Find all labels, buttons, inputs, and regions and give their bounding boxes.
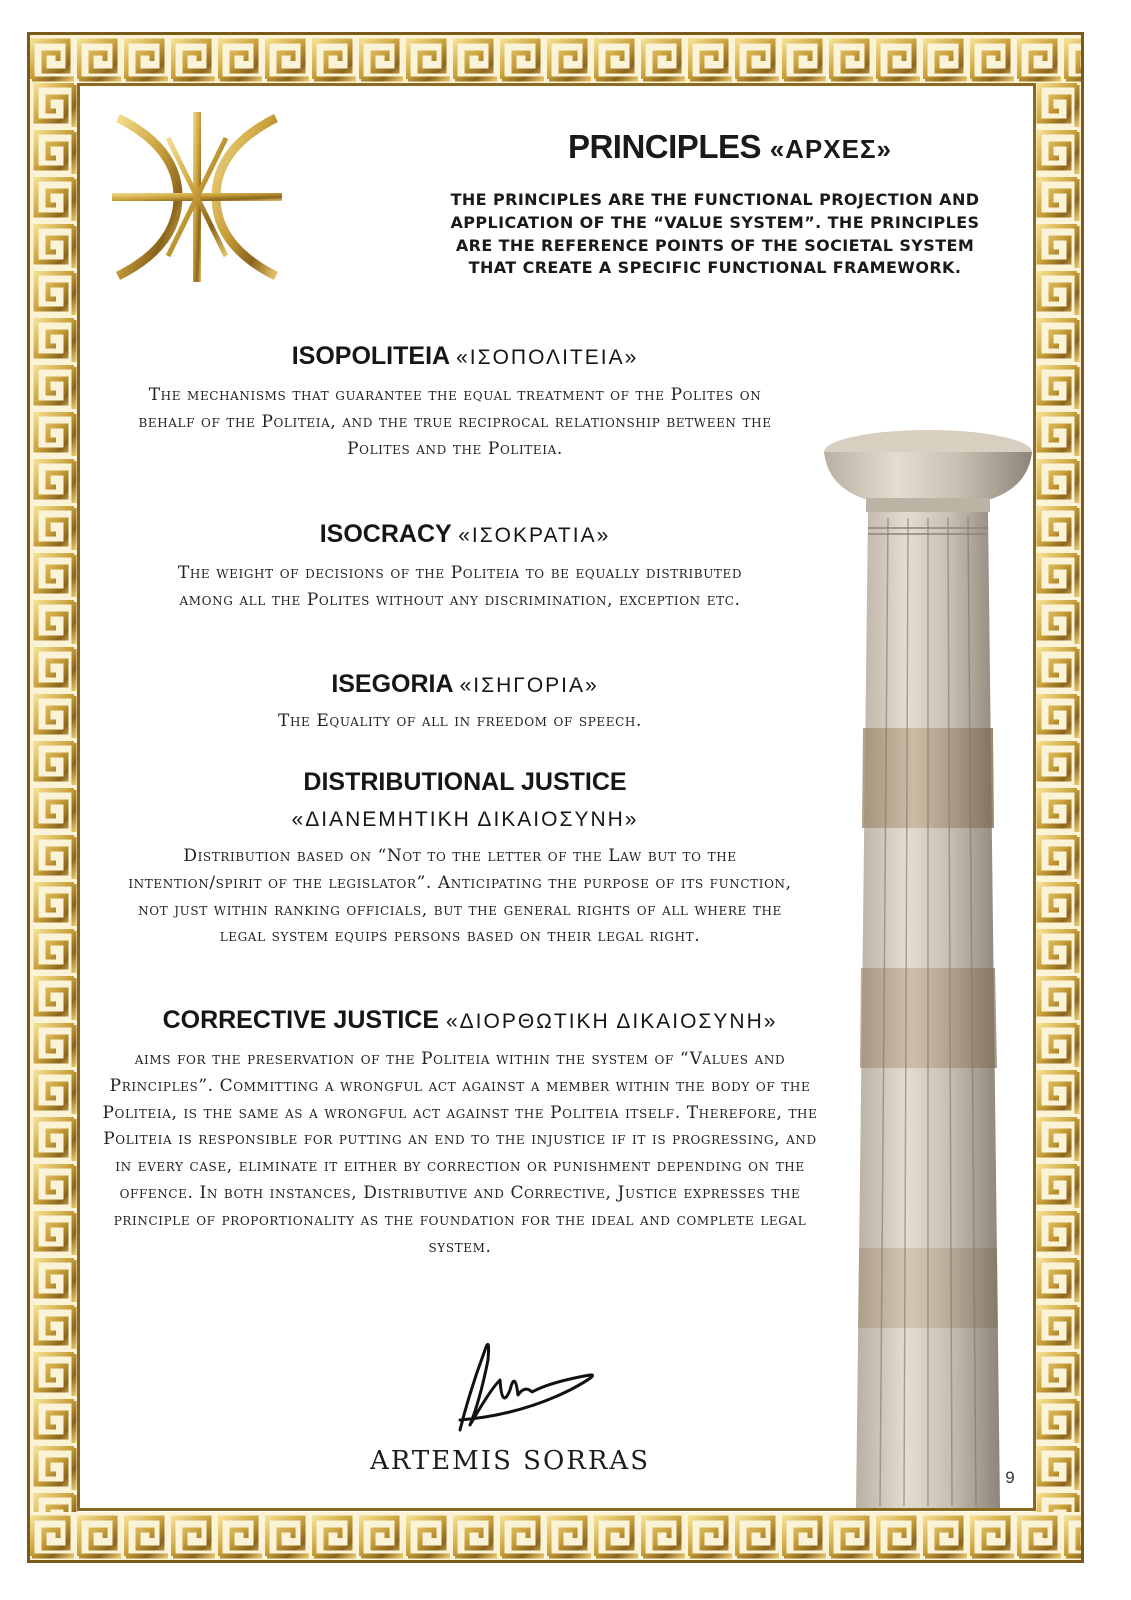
section-body: The mechanisms that guarantee the equal treatment of the Polites on behalf of the Politeia, and the true reciprocal relationship between the Polites and the Politeia. bbox=[138, 385, 772, 459]
meander-border-top bbox=[30, 35, 1081, 83]
section-title-gr: «ΙΣΗΓΟΡΙΑ» bbox=[459, 674, 599, 697]
section-title-en: DISTRIBUTIONAL JUSTICE bbox=[303, 768, 627, 796]
section-title-en: ISOPOLITEIA bbox=[291, 342, 450, 370]
author-name: ARTEMIS SORRAS bbox=[369, 1446, 651, 1476]
section-heading bbox=[200, 342, 730, 371]
signature-icon bbox=[440, 1330, 605, 1438]
section-body: Distribution based on “Not to the letter of the Law but to the intention/spirit of the legislator”. Anticipating the purpose of its function, not just within ranking officials, but the general rights of all where the legal system equips persons based on their legal right. bbox=[128, 846, 792, 947]
section-body: The Equality of all in freedom of speech. bbox=[278, 711, 642, 731]
meander-border-right bbox=[1033, 83, 1081, 1512]
section-title-gr: «ΔΙΟΡΘΩΤΙΚΗ ΔΙΚΑΙΟΣΥΝΗ» bbox=[445, 1010, 778, 1033]
intro-text: THE PRINCIPLES ARE THE FUNCTIONAL PROJECTION AND APPLICATION OF THE “VALUE SYSTEM”. THE PRINCIPLES ARE THE REFERENCE POINTS OF THE SOCIETAL SYSTEM THAT CREATE A SPECIFIC FUNCTIONAL FRAMEWORK. bbox=[450, 190, 980, 278]
page-title-en: PRINCIPLES bbox=[567, 128, 762, 165]
page-title bbox=[520, 128, 940, 166]
doric-column-icon bbox=[818, 428, 1036, 1518]
section-title-en: CORRECTIVE JUSTICE bbox=[162, 1006, 439, 1034]
section-title-en: ISOCRACY bbox=[319, 520, 452, 548]
section-title-gr: «ΙΣΟΠΟΛΙΤΕΙΑ» bbox=[456, 346, 639, 369]
section-body: The weight of decisions of the Politeia to be equally distributed among all the Polites without any discrimination, exception etc. bbox=[177, 563, 743, 610]
section-heading bbox=[110, 1006, 830, 1035]
page-number: 9 bbox=[1005, 1468, 1015, 1487]
section-body: aims for the preservation of the Politeia within the system of “Values and Principles”. Committing a wrongful act against a member within the body of the Politeia, is the same as a wrongful act against the Politeia itself. Therefore, the Politeia is responsible for putting an end to the injustice if it is progressing, and in every case, eliminate it either by correction or punishment depending on the offence. In both instances, Distributive and Corrective, Justice expresses the principle of proportionality as the foundation for the ideal and complete legal system. bbox=[102, 1049, 818, 1257]
section-title-en: ISEGORIA bbox=[331, 670, 453, 698]
section-title-gr: «ΔΙΑΝΕΜΗΤΙΚΗ ΔΙΚΑΙΟΣΥΝΗ» bbox=[291, 808, 639, 831]
meander-border-bottom bbox=[30, 1512, 1081, 1560]
gold-emblem-icon bbox=[108, 108, 286, 286]
section-title-gr: «ΙΣΟΚΡΑΤΙΑ» bbox=[458, 524, 611, 547]
section-heading bbox=[200, 670, 730, 699]
section-heading bbox=[160, 763, 770, 839]
section-heading bbox=[200, 520, 730, 549]
meander-border-left bbox=[30, 83, 78, 1512]
page-title-gr: «ΑΡΧΕΣ» bbox=[769, 134, 893, 164]
